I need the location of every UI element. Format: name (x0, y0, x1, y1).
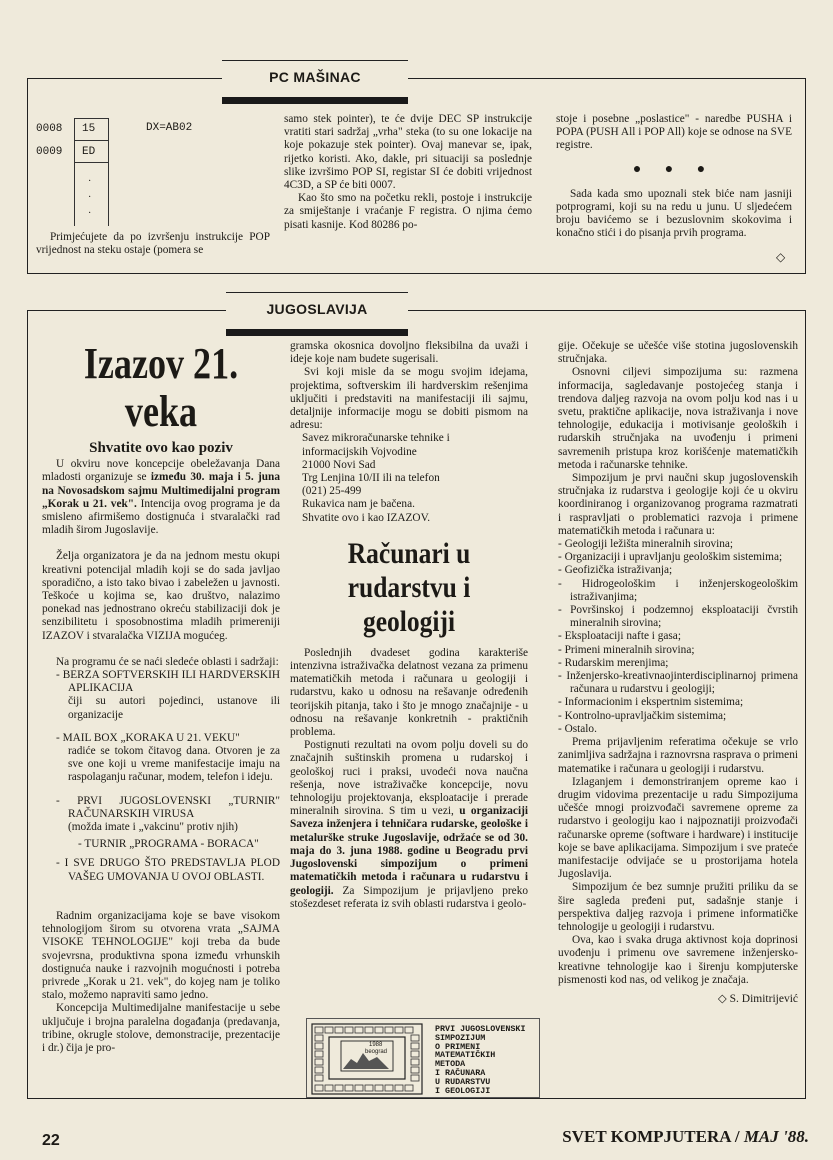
logo-year: 1988 (369, 1042, 383, 1048)
list-item: - Geofizička istraživanja; (558, 564, 673, 577)
table-row: 0008 (36, 123, 63, 135)
page-number: 22 (42, 1132, 60, 1149)
pc-masinac-header (222, 60, 408, 106)
list-item: - Hidrogeološkim i inženjerskogeološkim istraživanjima; (558, 577, 798, 603)
article-title: Računari u rudarstvu i geologiji (347, 536, 471, 638)
list-item: - PRVI JUGOSLOVENSKI „TURNIR" RAČUNARSKIH VIRUSA (možda imate i „vakcinu" protiv njih) (56, 794, 280, 834)
pc-masinac-title: PC MAŠINAC (269, 69, 361, 85)
pc-col3: stoje i posebne „poslastice" - naredbe PUSHA i POPA (PUSH All i POP All) koje se odnose na SVE registre. ● ● ● Sada kada smo upoznali stek biće nam jasniji potprogrami, koji su na redu u junu. U sljedećem broju bavićemo se i bezuslovnim skokovima i konačno stići i do pisanja prvih programa. (556, 113, 792, 240)
list-item: - Inženjersko-kreativnaojinterdisciplinarnoj primena računara u rudarstvu i geologiji; (558, 670, 798, 696)
symposium-logo (306, 1018, 540, 1098)
magazine-footer: SVET KOMPJUTERA / MAJ '88. (562, 1127, 809, 1146)
end-mark-icon: ◇ (776, 250, 786, 264)
jugoslavija-title: JUGOSLAVIJA (266, 301, 368, 317)
register-value: DX=AB02 (146, 122, 193, 134)
list-item: - I SVE DRUGO ŠTO PREDSTAVLJA PLOD VAŠEG UMOVANJA U OVOJ OBLASTI. (56, 857, 280, 883)
list-item: - Ostalo. (558, 722, 597, 735)
article-izazov: Izazov 21. veka Shvatite ovo kao poziv U okviru nove koncepcije obeležavanja Dana mladosti organizuje se između 30. maja i 5. juna na Novosadskom sajmu Multimedijalni program „Korak u 21. vek". Intencija ovog programa je da smisleno afirmišemo dostignuća i stvaralački rad mladih širom Jugoslavije. Želja organizatora je da na jednom mestu okupi kreativni potencijal mladih koji se do sada javljao sporadično, a isto tako bivao i zabeležen u javnosti. Teškoće u kojima se, kao društvo, nalazimo ponekad nas jednostrano okreću stabilizaciji dok je senzibilitetu i sposobnostima mladih primereniji IZAZOV i stvaralačka VIZIJA mogućeg. Na programu će se naći sledeće oblasti i sadržaji: - BERZA SOFTVERSKIH ILI HARDVERSKIH APLIKACIJA čiji su autori pojedinci, ustanove ili organizacije - MAIL BOX „KORAKA U 21. VEKU" radiće se tokom čitavog dana. Otvoren je za sve one koji u vreme manifestacije imaju na raspolaganju računar, modem, telefon i ideju. - PRVI JUGOSLOVENSKI „TURNIR" RAČUNARSKIH VIRUSA (možda imate i „vakcinu" protiv njih) - TURNIR „PROGRAMA - BORACA" - I SVE DRUGO ŠTO PREDSTAVLJA PLOD VAŠEG UMOVANJA U OVOJ OBLASTI. Radnim organizacijama koje se bave visokom tehnologijom širom su otvorena vrata „SAJMA VISOKE TEHNOLOGIJE" koji treba da bude svojevrsna, produktivna spona između vrhunskih dostignuća nauke i razvojnih mogućnosti i potreba privrede „Korak u 21. vek", do kojeg nam je toliko stalo, možemo napraviti samo jedno. Koncepcija Multimedijalne manifestacije u sebe uključuje i brojna paralelna događanja (predavanja, tribine, okrugle stolove, demonstracije, prezentacije i dr.) čija je pro- (42, 339, 280, 1054)
computer-logo-icon (311, 1023, 423, 1095)
stack-table: 0008 15 0009 ED · · · (36, 118, 126, 228)
program-list (56, 669, 280, 884)
list-item: - Površinskoj i podzemnoj eksploataciji čvrstih mineralnih sirovina; (558, 604, 798, 630)
list-item: - Informacionim i ekspertnim sistemima; (558, 696, 744, 709)
logo-city: beograd (365, 1049, 388, 1055)
logo-text: PRVI JUGOSLOVENSKI SIMPOZIJUM O PRIMENI MATEMATIČKIH METODA I RAČUNARA U RUDARSTVU I GEOLOGIJI (435, 1024, 526, 1096)
list-item: - TURNIR „PROGRAMA - BORACA" (78, 838, 259, 851)
list-item: - Rudarskim merenjima; (558, 656, 669, 669)
pc-col1-text: Primjećujete da po izvršenju instrukcije POP vrijednost na steku ostaje (pomera se (36, 231, 270, 257)
list-item: - Geologiji ležišta mineralnih sirovina; (558, 538, 734, 551)
list-item: - Organizaciji i upravljanju geološkim sistemima; (558, 551, 783, 564)
article-izazov-cont: gramska okosnica dovoljno fleksibilna da uvaži i ideje koje nam budete sugerisali. Svi koji misle da se mogu svojim idejama, projektima, softverskim ili hardverskim rešenjima uključiti i predstaviti na manifestaciji ili sajmu, detaljnije informacije mogu se dobiti pismom na adresu: Savez mikroračunarske tehnike i informacijskih Vojvodine 21000 Novi Sad Trg Lenjina 10/II ili na telefon (021) 25-499 Rukavica nam je bačena. Shvatite ovo i kao IZAZOV. Računari u rudarstvu i geologiji Poslednjih dvadeset godina karakteriše intenzivna istraživačka delatnost vezana za primenu matematičkih metoda i računara u geologiji i rudarstvu, kako u odnosu na rešavanje određenih teorijskih pitanja, tako i što je mnogo značajnije - u odnosu na rešavanje konkretnih - praktičnih problema. Postignuti rezultati na ovom polju doveli su do značajnih suštinskih promena u rudarskoj i geološkoj ruci i praksi, uvodeći nova naučna rešenja, nove istraživačke koncepcije, novu tehnologiju projektovanja, eksploatacije i prerade mineralnih sirovina. S tim u vezi, u organizaciji Saveza inženjera i tehničara rudarske, geološke i metalurške struke Jugoslavije, održaće se od 30. maja do 3. juna 1988. godine u Beogradu prvi Jugoslovenski simpozijum o primeni matematičkih metoda i računara u rudarstvu i geologiji. Za Simpozijum je prijavljeno preko stošezdeset referata iz svih oblasti rudarstva i geolo- (290, 340, 528, 910)
table-cell: 15 (82, 123, 96, 135)
table-cell: ED (82, 146, 96, 158)
address-block: Savez mikroračunarske tehnike i informacijskih Vojvodine 21000 Novi Sad Trg Lenjina 10/II ili na telefon (021) 25-499 Rukavica nam je bačena. Shvatite ovo i kao IZAZOV. (302, 432, 450, 524)
list-item: - BERZA SOFTVERSKIH ILI HARDVERSKIH APLIKACIJA čiji su autori pojedinci, ustanove ili organizacije (56, 669, 280, 721)
topic-list (558, 538, 798, 736)
list-item: - Kontrolno-upravljačkim sistemima; (558, 709, 727, 722)
author: ◇ S. Dimitrijević (717, 992, 798, 1005)
section-dots: ● ● ● (632, 161, 716, 177)
list-item: - MAIL BOX „KORAKA U 21. VEKU" radiće se tokom čitavog dana. Otvoren je za sve one koji u vreme manifestacije imaju na raspolaganju računar, modem, telefon i ideju. (56, 731, 280, 784)
table-row: 0009 (36, 146, 63, 158)
article-subtitle: Shvatite ovo kao poziv (89, 440, 233, 456)
article-title: Izazov 21. veka (83, 339, 239, 436)
list-item: - Eksploataciji nafte i gasa; (558, 630, 681, 643)
article-racunari-cont: gije. Očekuje se učešće više stotina jugoslovenskih stručnjaka. Osnovni ciljevi simpozijuma su: razmena informacija, sagledavanje postojećeg stanja i trendova daljeg razvoja na ovom polju kod nas i u svetu, praktične aplikacije, nova istraživanja i nove tehnologije, edukacija i motivisanje geoloških i rudarskih stručnjaka na uvođenju i primeni savremenih pristupa kroz korišćenje matematičkih metoda i računarske tehnike. Simpozijum je prvi naučni skup jugoslovenskih stručnjaka iz rudarstva i geologije koji će u okviru koordiniranog i organizovanog programa razmatrati i raspravljati o problematici razvoja i primene matematičkih metoda i računara u: - Geologiji ležišta mineralnih sirovina; - Organizaciji i upravljanju geološkim sistemima; - Geofizička istraživanja; - Hidrogeološkim i inženjerskogeološkim istraživanjima; - Površinskoj i podzemnoj eksploataciji čvrstih mineralnih sirovina; - Eksploataciji nafte i gasa; - Primeni mineralnih sirovina; - Rudarskim merenjima; - Inženjersko-kreativnaojinterdisciplinarnoj primena računara u rudarstvu i geologiji; - Informacionim i ekspertnim sistemima; - Kontrolno-upravljačkim sistemima; - Ostalo. Prema prijavljenim referatima očekuje se vrlo zanimljiva sadržajna i raznovrsna rasprava o primeni matematike i računara u geologiji i rudarstvu. Izlaganjem i demonstriranjem opreme kao i drugim vidovima prezentacije u radu Simpozijuma učešće mnogi proizvođači savremene opreme za rudarstvo i geologiju kao i najpoznatiji proizvođači računarske opreme (software i hardware) i institucije koje se bave aplikacijama. Simpozijum i sve prateće manifestacije odvijaće se u prostorijama hotela Jugoslavija. Simpozijum će bez sumnje pružiti priliku da se šire sagleda pređeni put, sadašnje stanje i perspektiva daljeg razvoja i primene informatičke tehnologije u geologiji i rudarstvu. Ova, kao i svaka druga aktivnost koja doprinosi uvođenju i primenu ove savremene inženjersko-kreativne tehnologije kao i širenju kompjuterske pismenosti kod nas, od velikog je značaja. ◇ S. Dimitrijević (558, 340, 798, 1005)
pc-col2: samo stek pointer), te će dvije DEC SP instrukcije vratiti stari sadržaj „vrha" steka (to su one lokacije na koje pokazuje stek pointer). Ovaj manevar se, ipak, rijetko koristi. Ako, dakle, pri situaciji sa poslednje slike izvršimo POP SI, registar SI će dobiti vrijednost 4C3D, a SP će biti 0007. Kao što smo na početku rekli, postoje i instrukcije za smiještanje i vraćanje F registra. O njima ćemo pisati kasnije. Kod 80286 po- (284, 113, 532, 231)
list-item: - Primeni mineralnih sirovina; (558, 643, 695, 656)
jugoslavija-header (226, 292, 408, 338)
